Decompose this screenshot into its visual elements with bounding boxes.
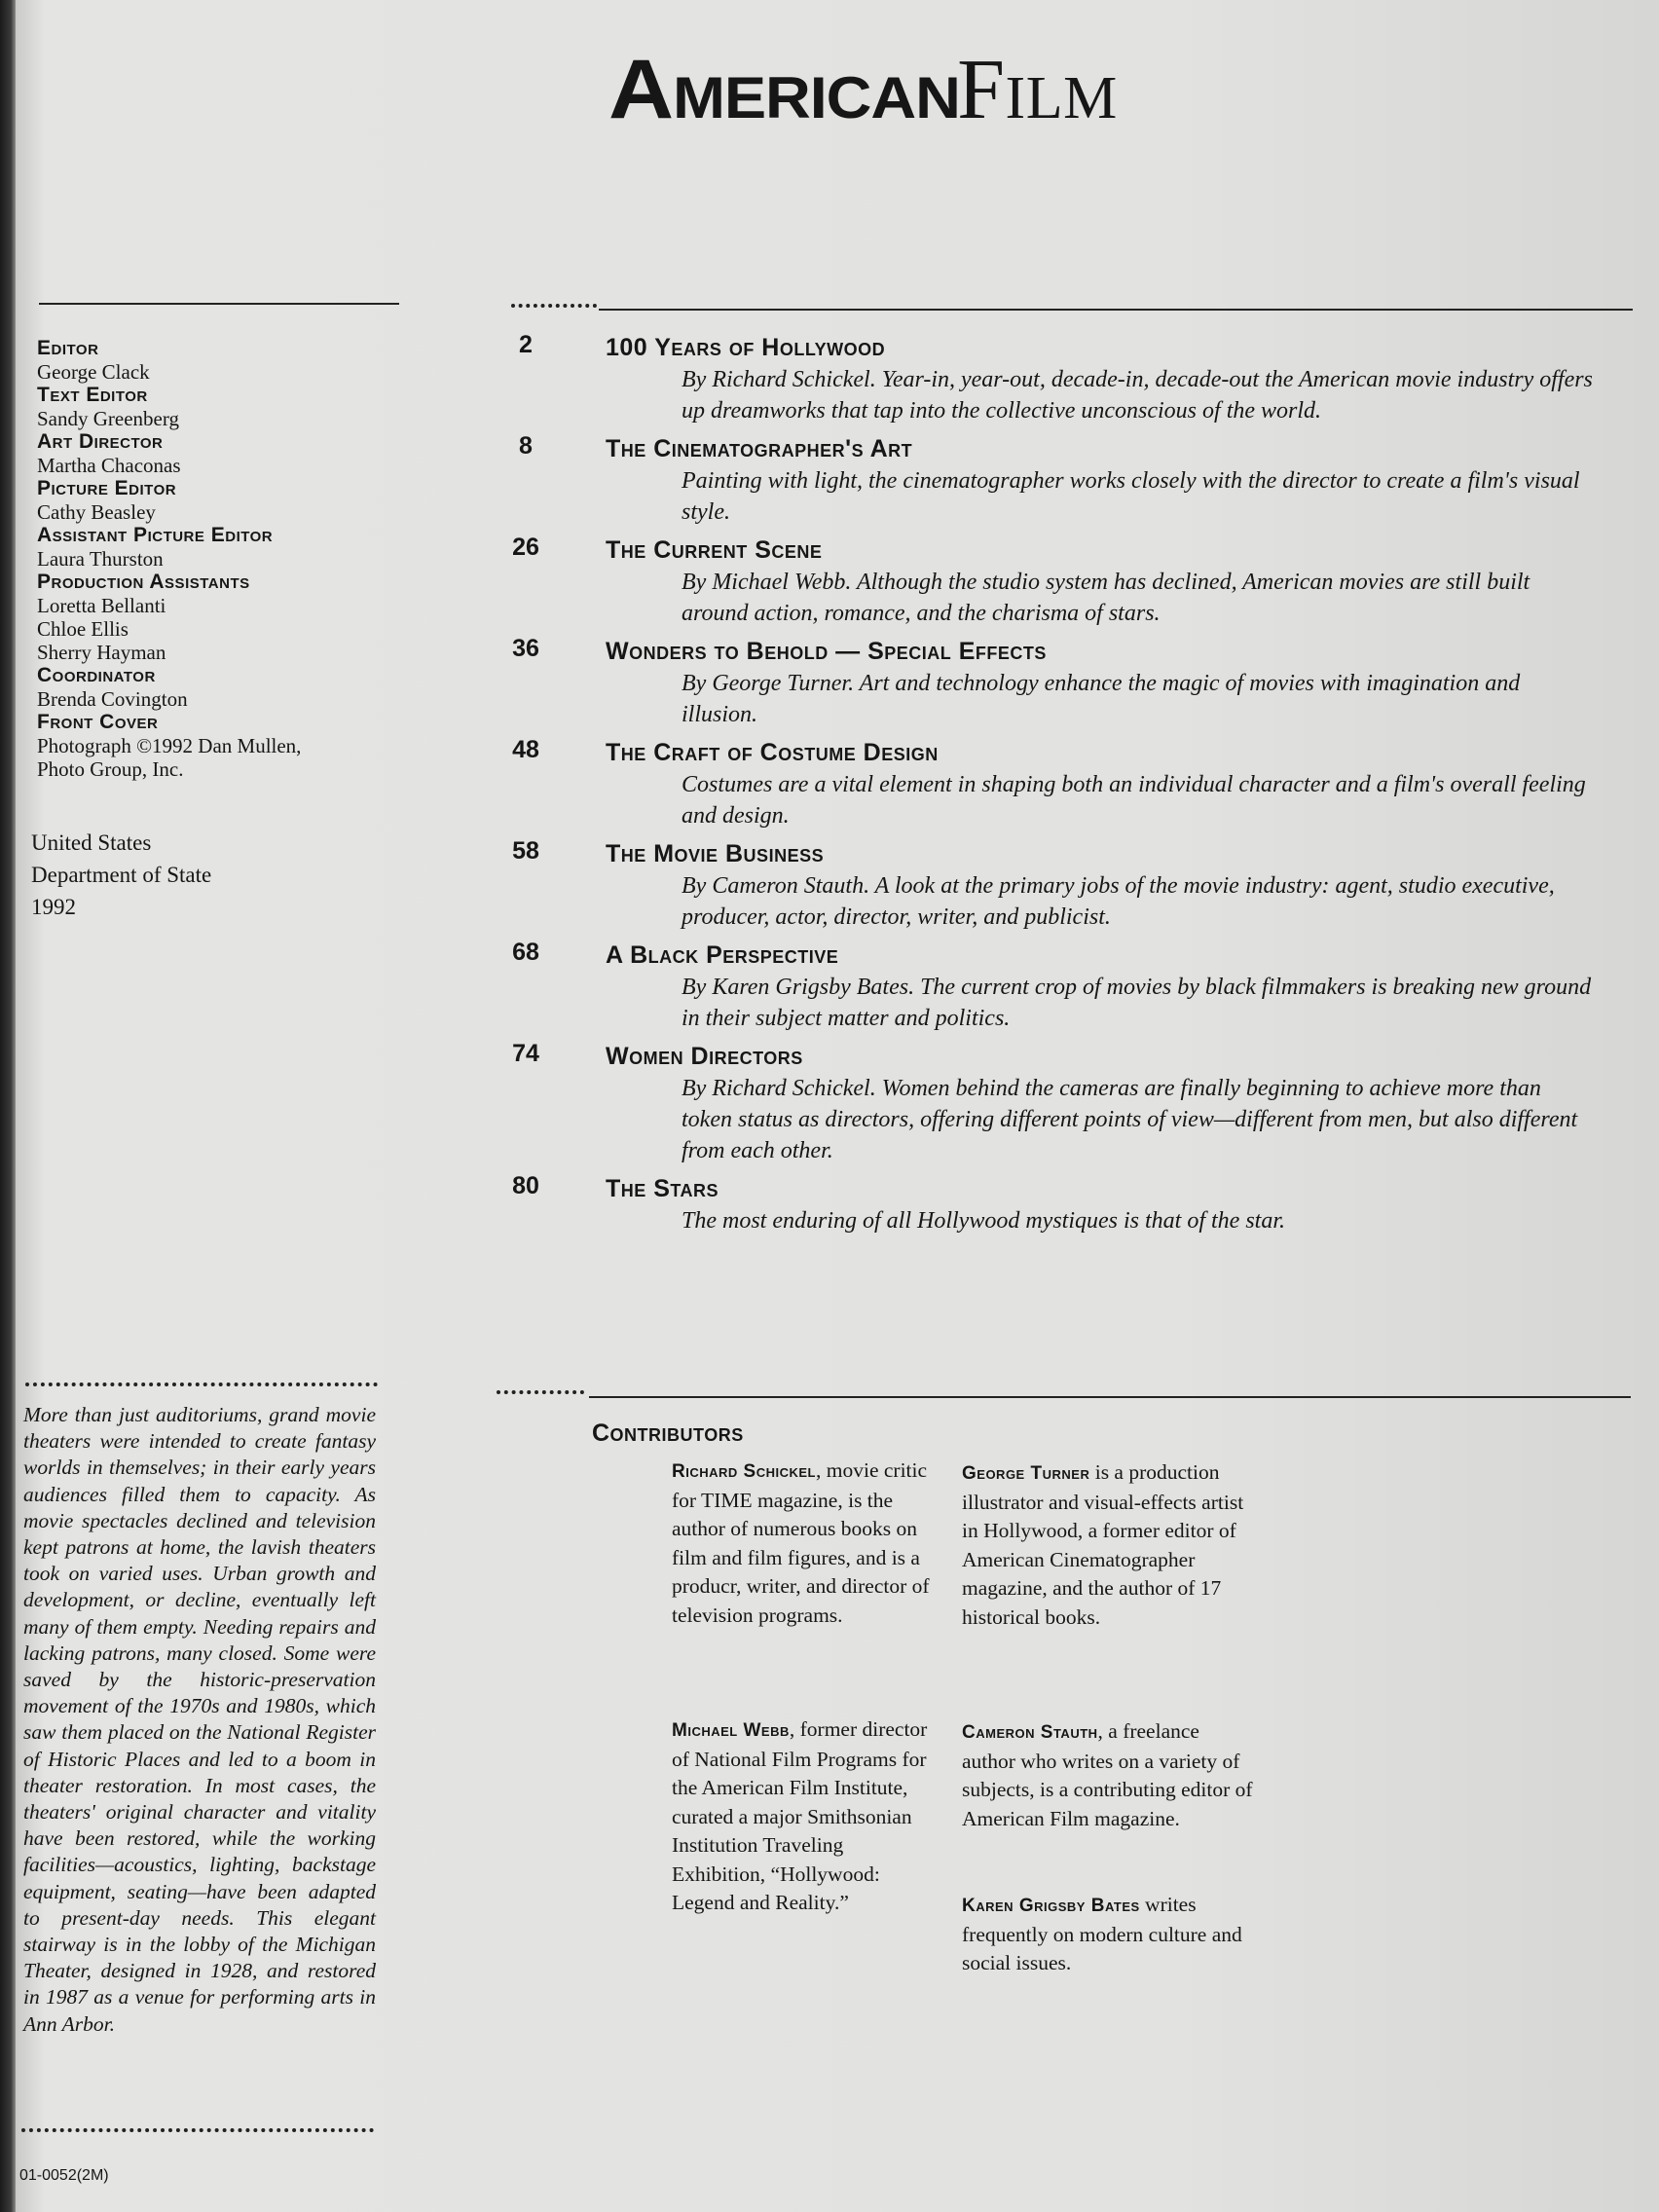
masthead-part2: Film — [957, 43, 1118, 137]
entry-page-number: 48 — [512, 736, 539, 763]
contents-entry — [487, 534, 1636, 629]
contributors-heading: Contributors — [592, 1419, 744, 1447]
entry-title: The Current Scene — [606, 536, 823, 564]
contributor-bio — [962, 1717, 1254, 1833]
caption-rule-top — [25, 1382, 378, 1386]
contents-entry — [487, 432, 1636, 528]
credit-role: Assistant Picture Editor — [37, 524, 274, 546]
credit-name: Cathy Beasley — [37, 500, 156, 524]
magazine-spine — [0, 0, 16, 2212]
entry-page-number: 58 — [512, 837, 539, 865]
cover-caption: More than just auditoriums, grand movie theaters were intended to create fantasy worlds in themselves; in their early years audiences filled them to capacity. As movie spectacles declined and television kept patrons at home, the lavish theaters took on varied uses. Urban growth and development, or decline, eventually left many of them empty. Needing repairs and lacking patrons, many closed. Some were saved by the historic-preservation movement of the 1970s and 1980s, which saw them placed on the National Register of Historic Places and led to a boom in theater restoration. In most cases, the theaters' original character and vitality have been restored, while the working facilities—acoustics, lighting, backstage equipment, seating—have been adapted to present-day needs. This elegant stairway is in the lobby of the Michigan Theater, designed in 1928, and restored in 1987 as a venue for performing arts in Ann Arbor. — [23, 1403, 376, 2036]
entry-description: Costumes are a vital element in shaping both an individual character and a film's overall feeling and design. — [682, 772, 1586, 829]
entry-title: Wonders to Behold — Special Effects — [606, 638, 1047, 665]
entry-description: By Karen Grigsby Bates. The current crop of movies by black filmmakers is breaking new ground in their subject matter and politics. — [682, 975, 1592, 1031]
contributor-text: , a freelance author who writes on a variety of subjects, is a contributing editor of American Film magazine. — [962, 1719, 1253, 1830]
contributor-text: is a production illustrator and visual-effects artist in Hollywood, a former editor of American Cinematographer magazine, and the author of 17 historical books. — [962, 1460, 1244, 1629]
entry-title: The Movie Business — [606, 840, 825, 867]
entry-title: A Black Perspective — [606, 941, 839, 969]
entry-page-number: 74 — [512, 1040, 539, 1067]
credit-name: Loretta Bellanti — [37, 594, 166, 617]
entry-title: 100 Years of Hollywood — [606, 334, 886, 361]
entry-description: By Richard Schickel. Year-in, year-out, decade-in, decade-out the American movie industry offers up dreamworks that tap into the collective unconscious of the world. — [682, 367, 1593, 424]
contents-rule-dots — [511, 304, 597, 308]
contributor-text: , former director of National Film Programs for the American Film Institute, curated a major Smithsonian Institution Traveling Exhibition, “Hollywood: Legend and Reality.” — [672, 1717, 928, 1914]
entry-page-number: 2 — [519, 331, 533, 358]
contributor-bio — [672, 1715, 935, 1918]
credit-block — [37, 477, 407, 524]
credit-name: Sherry Hayman — [37, 641, 166, 664]
entry-description: The most enduring of all Hollywood mystiques is that of the star. — [682, 1208, 1286, 1234]
entry-description: By George Turner. Art and technology enhance the magic of movies with imagination and illusion. — [682, 671, 1521, 727]
credit-block — [37, 711, 407, 781]
entry-description: By Richard Schickel. Women behind the cameras are finally beginning to achieve more than token status as directors, offering different points of view—different from men, but also different from each other. — [682, 1076, 1578, 1163]
publisher-block — [31, 827, 211, 923]
credit-role: Picture Editor — [37, 477, 177, 499]
contributor-text: , movie critic for TIME magazine, is the author of numerous books on film and film figures, and is a producr, writer, and director of television programs. — [672, 1458, 930, 1627]
entry-page-number: 80 — [512, 1172, 539, 1199]
contributor-text: writes frequently on modern culture and social issues. — [962, 1893, 1242, 1974]
contributor-bio — [962, 1458, 1254, 1632]
credit-name: Laura Thurston — [37, 547, 164, 571]
masthead-part1: American — [608, 43, 960, 136]
credit-name: Photograph ©1992 Dan Mullen, — [37, 734, 302, 757]
table-of-contents — [487, 331, 1636, 1242]
contents-entry — [487, 331, 1636, 426]
credit-block — [37, 664, 407, 711]
publisher-line: 1992 — [31, 895, 76, 919]
entry-description: Painting with light, the cinematographer works closely with the director to create a film's visual style. — [682, 468, 1580, 525]
publisher-line: United States — [31, 830, 152, 855]
credit-name: Martha Chaconas — [37, 454, 181, 477]
credit-role: Production Assistants — [37, 571, 250, 593]
print-code: 01-0052(2M) — [19, 2167, 109, 2184]
credit-block — [37, 384, 407, 430]
entry-page-number: 26 — [512, 534, 539, 561]
entry-page-number: 36 — [512, 635, 539, 662]
credit-block — [37, 430, 407, 477]
entry-title: Women Directors — [606, 1043, 803, 1070]
publisher-line: Department of State — [31, 863, 212, 887]
contents-entry — [487, 837, 1636, 933]
entry-page-number: 68 — [512, 939, 539, 966]
contributor-name: Karen Grigsby Bates — [962, 1896, 1140, 1916]
credit-name: Photo Group, Inc. — [37, 757, 184, 781]
entry-title: The Stars — [606, 1175, 719, 1202]
credit-block — [37, 337, 407, 384]
credit-role: Front Cover — [37, 711, 159, 733]
caption-rule-bottom — [21, 2128, 374, 2132]
credit-name: Brenda Covington — [37, 687, 188, 711]
credits-rule — [39, 303, 399, 305]
contents-entry — [487, 939, 1636, 1034]
contributor-name: Richard Schickel — [672, 1461, 817, 1482]
contents-rule — [599, 309, 1633, 311]
entry-description: By Michael Webb. Although the studio system has declined, American movies are still built around action, romance, and the charisma of stars. — [682, 570, 1530, 626]
entry-title: The Craft of Costume Design — [606, 739, 939, 766]
credit-name: George Clack — [37, 360, 150, 384]
credit-name: Sandy Greenberg — [37, 407, 179, 430]
credit-name: Chloe Ellis — [37, 617, 129, 641]
credit-role: Text Editor — [37, 384, 148, 406]
staff-credits — [37, 337, 407, 781]
contributors-rule-dots — [497, 1390, 584, 1394]
credit-role: Coordinator — [37, 664, 156, 686]
contents-entry — [487, 1040, 1636, 1166]
credit-role: Art Director — [37, 430, 164, 453]
credit-block — [37, 524, 407, 571]
contributor-name: Cameron Stauth — [962, 1722, 1098, 1743]
contributor-bio — [962, 1891, 1254, 1978]
credit-role: Editor — [37, 337, 99, 359]
contents-entry — [487, 635, 1636, 730]
entry-page-number: 8 — [519, 432, 533, 460]
entry-description: By Cameron Stauth. A look at the primary jobs of the movie industry: agent, studio executive, producer, actor, director, writer, and publicist. — [682, 873, 1555, 930]
credit-block — [37, 571, 407, 664]
contents-entry — [487, 1172, 1636, 1236]
contents-entry — [487, 736, 1636, 831]
contributor-bio — [672, 1456, 935, 1630]
contributors-rule — [589, 1396, 1631, 1398]
magazine-masthead — [608, 41, 1118, 139]
entry-title: The Cinematographer's Art — [606, 435, 913, 462]
contributor-name: Michael Webb — [672, 1720, 790, 1741]
contributor-name: George Turner — [962, 1463, 1090, 1484]
